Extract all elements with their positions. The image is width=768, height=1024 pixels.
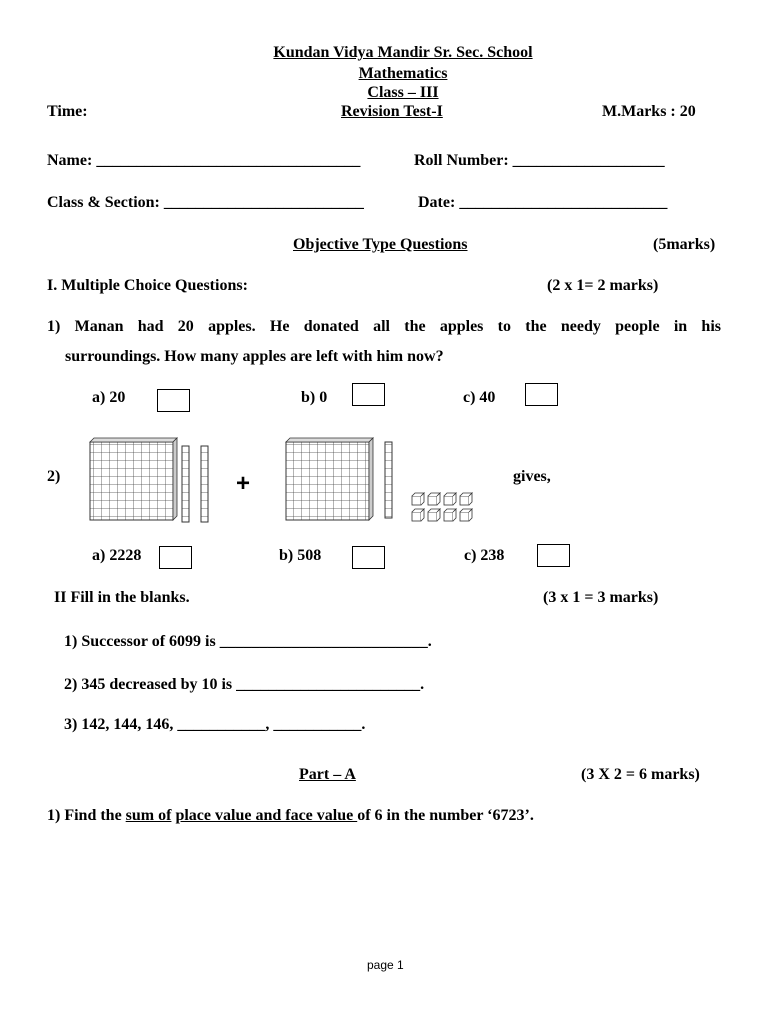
section-fill-blanks-title: II Fill in the blanks. [54,589,190,606]
ten-rod-2-icon [201,446,208,522]
hundred-block-2-icon [286,438,373,520]
section-fill-blanks-marks: (3 x 1 = 3 marks) [543,589,659,606]
plus-sign: + [236,470,251,497]
q1-option-c-answer-box[interactable] [525,383,558,406]
section-mcq-title: I. Multiple Choice Questions: [47,277,248,294]
unit-cubes-icon [412,493,472,521]
question-1-line1: 1) Manan had 20 apples. He donated all the apples to the needy people in his [47,318,721,335]
name-field[interactable]: Name: _________________________________ [47,152,361,169]
roll-number-field[interactable]: Roll Number: ___________________ [414,152,665,169]
class-section-field[interactable]: Class & Section: _________________________ [47,194,364,211]
fill-blank-item-2[interactable]: 2) 345 decreased by 10 is _______________________. [64,676,425,693]
subject-title: Mathematics [358,65,448,82]
date-field[interactable]: Date: __________________________ [418,194,668,211]
part-a-q1-suffix: of 6 in the number ‘6723’. [357,807,534,824]
question-2-gives: gives, [513,468,551,485]
objective-title: Objective Type Questions [293,236,468,253]
question-2-number: 2) [47,468,61,485]
q2-option-a: a) 2228 [92,547,142,564]
part-a-q1-prefix: 1) Find the [47,807,126,824]
q1-option-c: c) 40 [463,389,496,406]
ten-rod-3-icon [385,442,392,518]
fill-blank-item-3[interactable]: 3) 142, 144, 146, ___________, ___________. [64,716,366,733]
part-a-question-1 [47,807,534,825]
page-number: page 1 [367,958,404,972]
question-1-line2: surroundings. How many apples are left with him now? [65,348,444,365]
fill-blank-item-1[interactable]: 1) Successor of 6099 is __________________________. [64,633,432,650]
part-a-q1-underline-1: sum of [125,807,172,824]
test-name: Revision Test-I [341,103,443,120]
part-a-marks: (3 X 2 = 6 marks) [581,766,700,783]
q2-option-c: c) 238 [464,547,505,564]
section-mcq-marks: (2 x 1= 2 marks) [547,277,659,294]
q1-option-b-answer-box[interactable] [352,383,385,406]
q1-option-b: b) 0 [301,389,328,406]
base-ten-blocks-figure [85,436,485,532]
ten-rod-1-icon [182,446,189,522]
part-a-title: Part – A [299,766,356,783]
q2-option-b-answer-box[interactable] [352,546,385,569]
q1-option-a: a) 20 [92,389,126,406]
time-label: Time: [47,103,88,120]
part-a-q1-underline-2: place value and face value [175,807,358,824]
max-marks: M.Marks : 20 [602,103,696,120]
q2-option-c-answer-box[interactable] [537,544,570,567]
hundred-block-1-icon [90,438,177,520]
objective-marks: (5marks) [653,236,716,253]
class-title: Class – III [367,84,439,101]
q2-option-a-answer-box[interactable] [159,546,192,569]
q1-option-a-answer-box[interactable] [157,389,190,412]
q2-option-b: b) 508 [279,547,322,564]
school-name: Kundan Vidya Mandir Sr. Sec. School [273,44,533,61]
